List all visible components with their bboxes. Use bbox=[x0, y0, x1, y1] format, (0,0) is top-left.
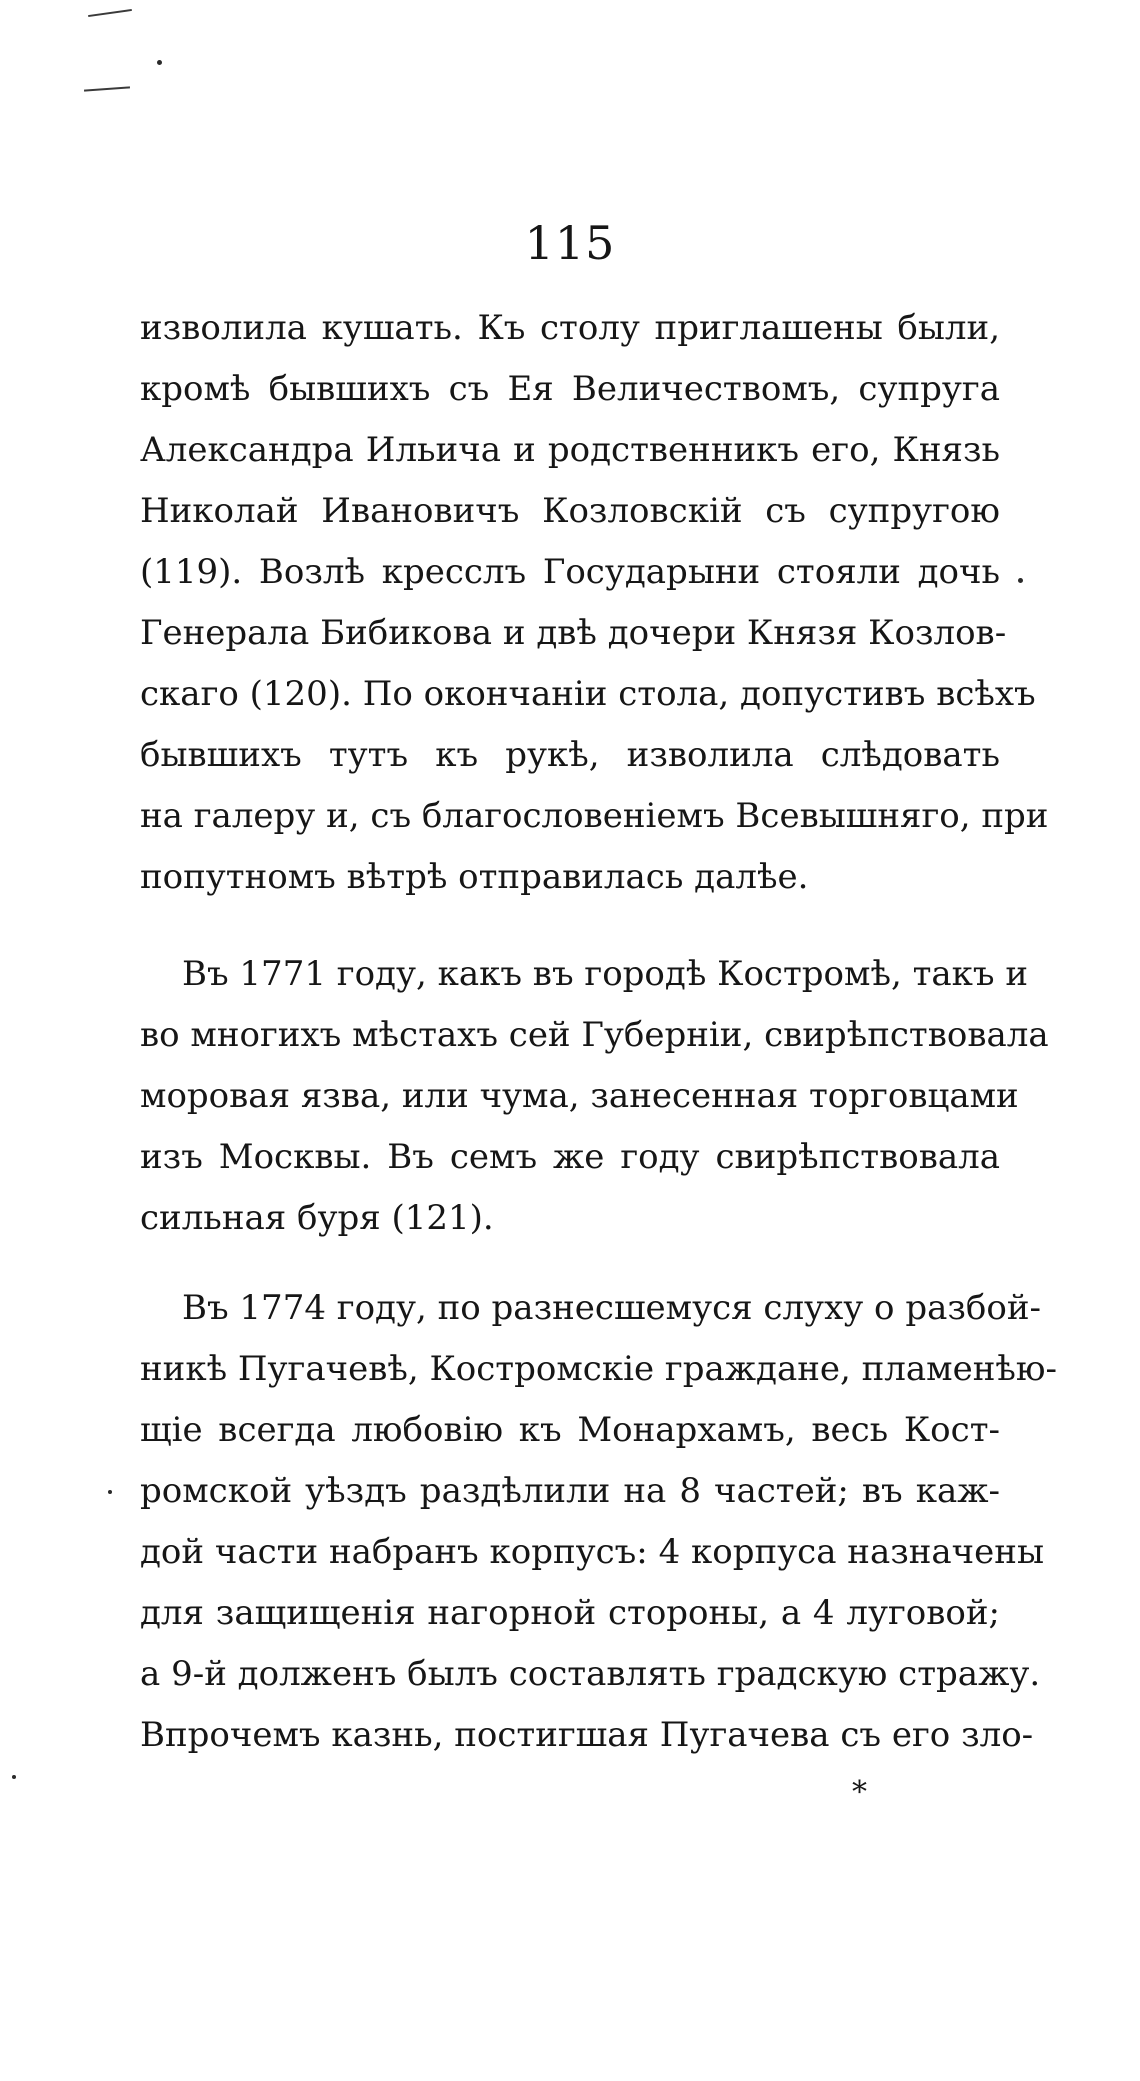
text-line: кромѣ бывшихъ съ Ея Величествомъ, супруга bbox=[140, 369, 1000, 409]
text-line: скаго (120). По окончаніи стола, допустивъ всѣхъ bbox=[140, 674, 1036, 714]
text-line: моровая язва, или чума, занесенная торговцами bbox=[140, 1076, 1019, 1116]
text-line: Въ 1771 году, какъ въ городѣ Костромѣ, такъ и bbox=[182, 954, 1029, 994]
text-line: Николай Ивановичъ Козловскій съ супругою bbox=[140, 491, 1000, 531]
text-line: дой части набранъ корпусъ: 4 корпуса назначены bbox=[140, 1532, 1045, 1572]
text-line: сильная буря (121). bbox=[140, 1198, 494, 1238]
paragraph-1 bbox=[140, 298, 1049, 908]
text-line: Впрочемъ казнь, постигшая Пугачева съ его зло- bbox=[140, 1715, 1034, 1755]
text-line: Генерала Бибикова и двѣ дочери Князя Козлов- bbox=[140, 613, 1007, 653]
text-line: щіе всегда любовію къ Монархамъ, весь Кост- bbox=[140, 1410, 1000, 1450]
text-line: для защищенія нагорной стороны, а 4 луговой; bbox=[140, 1593, 1000, 1633]
scan-artifact bbox=[1018, 578, 1023, 583]
paragraph-2 bbox=[140, 944, 1049, 1249]
text-line: никѣ Пугачевѣ, Костромскіе граждане, пламенѣю- bbox=[140, 1349, 1057, 1389]
text-line: изъ Москвы. Въ семъ же году свирѣпствовала bbox=[140, 1137, 1000, 1177]
scan-artifact bbox=[12, 1775, 16, 1779]
text-line: ромской уѣздъ раздѣлили на 8 частей; въ каж- bbox=[140, 1471, 1000, 1511]
text-line: бывшихъ тутъ къ рукѣ, изволила слѣдовать bbox=[140, 735, 1000, 775]
text-line: Въ 1774 году, по разнесшемуся слуху о разбой- bbox=[182, 1288, 1041, 1328]
scan-artifact bbox=[88, 9, 132, 17]
scan-artifact bbox=[84, 86, 130, 91]
footer-mark: * bbox=[852, 1775, 867, 1810]
text-line: Александра Ильича и родственникъ его, Князь bbox=[140, 430, 1000, 470]
page-number: 115 bbox=[524, 216, 616, 270]
paragraph-3 bbox=[140, 1278, 1057, 1766]
text-line: изволила кушать. Къ столу приглашены были, bbox=[140, 308, 1000, 348]
scan-artifact bbox=[157, 60, 162, 65]
text-line: (119). Возлѣ кресслъ Государыни стояли дочь bbox=[140, 552, 1000, 592]
text-line: на галеру и, съ благословеніемъ Всевышняго, при bbox=[140, 796, 1049, 836]
text-line: а 9-й долженъ былъ составлять градскую стражу. bbox=[140, 1654, 1041, 1694]
text-line: попутномъ вѣтрѣ отправилась далѣе. bbox=[140, 857, 809, 897]
text-line: во многихъ мѣстахъ сей Губерніи, свирѣпствовала bbox=[140, 1015, 1049, 1055]
scan-artifact bbox=[108, 1490, 112, 1494]
